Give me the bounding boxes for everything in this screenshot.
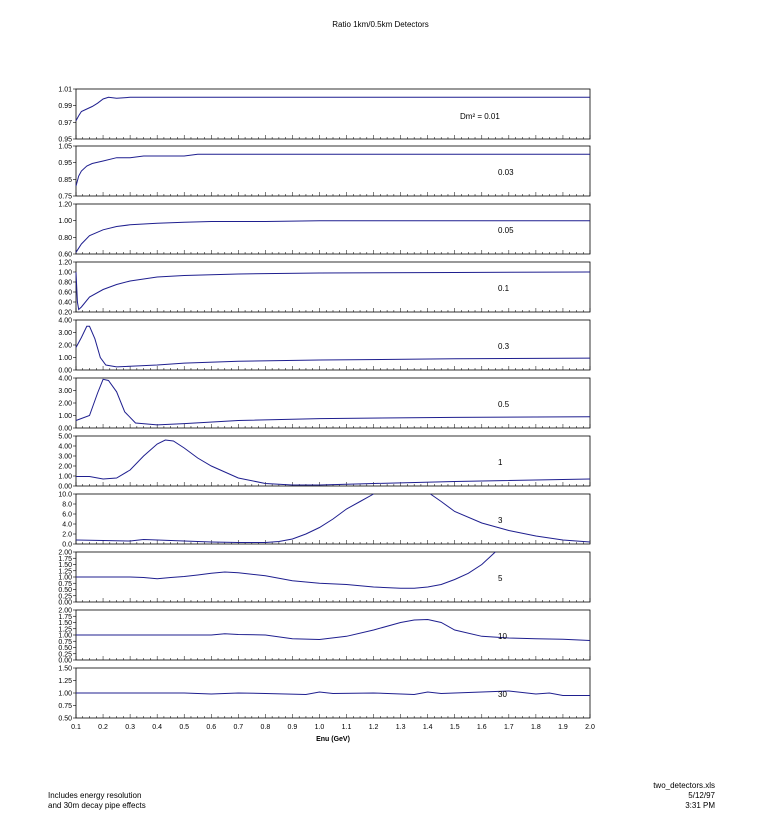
- y-tick-label: 1.25: [58, 678, 72, 685]
- x-tick-label: 1.3: [395, 724, 406, 731]
- series-line: [76, 326, 590, 367]
- y-tick-label: 0.50: [58, 587, 72, 594]
- y-tick-label: 4.00: [58, 443, 72, 451]
- y-tick-label: 0.60: [58, 251, 72, 259]
- y-tick-label: 0.00: [58, 367, 72, 375]
- y-tick-label: 0.20: [58, 309, 72, 317]
- panel-label: 0.5: [498, 400, 510, 409]
- y-tick-label: 2.00: [58, 463, 72, 471]
- y-tick-label: 0.00: [58, 599, 72, 607]
- series-line: [76, 691, 590, 696]
- footer-filename: two_detectors.xls: [653, 781, 715, 790]
- y-tick-label: 3.00: [58, 330, 72, 337]
- x-axis-label: Enu (GeV): [316, 736, 350, 743]
- series-line: [76, 620, 590, 641]
- y-tick-label: 1.20: [58, 201, 72, 209]
- y-tick-label: 1.05: [58, 143, 72, 151]
- y-tick-label: 0.95: [58, 160, 72, 168]
- y-tick-label: 1.00: [58, 632, 72, 640]
- y-tick-label: 2.00: [58, 400, 72, 408]
- y-tick-label: 3.00: [58, 388, 72, 395]
- x-tick-label: 0.4: [152, 724, 163, 731]
- footer-date: 5/12/97: [688, 791, 715, 800]
- panel-frame: [76, 436, 590, 486]
- y-tick-label: 0.75: [58, 580, 72, 588]
- y-tick-label: 0.0: [62, 541, 72, 549]
- panel-label: 0.03: [498, 168, 514, 177]
- y-tick-label: 2.00: [58, 549, 72, 557]
- panel-frame: [76, 378, 590, 428]
- y-tick-label: 1.25: [58, 568, 72, 576]
- panel-label: 0.05: [498, 226, 514, 235]
- x-tick-label: 0.8: [260, 724, 271, 731]
- x-tick-label: 0.5: [179, 724, 190, 731]
- y-tick-label: 0.95: [58, 136, 72, 144]
- y-tick-label: 2.0: [62, 531, 72, 539]
- y-tick-label: 0.99: [58, 103, 72, 111]
- y-tick-label: 4.00: [58, 375, 72, 383]
- panel-label: 30: [498, 690, 507, 699]
- footer-note-line1: Includes energy resolution: [48, 791, 142, 800]
- y-tick-label: 1.00: [58, 473, 72, 481]
- panel-label: 0.3: [498, 342, 510, 351]
- y-tick-label: 0.00: [58, 483, 72, 491]
- y-tick-label: 0.00: [58, 657, 72, 665]
- x-tick-label: 0.3: [125, 724, 135, 731]
- x-tick-label: 1.2: [368, 724, 379, 731]
- x-tick-label: 1.1: [341, 724, 352, 731]
- y-tick-label: 0.25: [58, 593, 72, 601]
- y-tick-label: 1.25: [58, 626, 72, 634]
- panel-frame: [76, 320, 590, 370]
- y-tick-label: 4.00: [58, 317, 72, 325]
- footer-note-line2: and 30m decay pipe effects: [48, 801, 146, 810]
- y-tick-label: 6.0: [62, 511, 72, 519]
- x-tick-label: 1.9: [558, 724, 568, 731]
- y-tick-label: 0.97: [58, 119, 72, 127]
- y-tick-label: 0.75: [58, 638, 72, 646]
- panel-frame: [76, 262, 590, 312]
- y-tick-label: 1.00: [58, 218, 72, 226]
- x-tick-label: 0.9: [287, 724, 298, 731]
- x-tick-label: 1.6: [476, 724, 487, 731]
- series-line: [76, 379, 590, 425]
- y-tick-label: 1.00: [58, 269, 72, 277]
- series-line: [76, 440, 590, 485]
- panel-frame: [76, 552, 590, 602]
- y-tick-label: 0.50: [58, 715, 72, 723]
- series-line: [76, 552, 495, 588]
- x-tick-label: 0.7: [233, 724, 244, 731]
- panel-label: 0.1: [498, 284, 510, 293]
- y-tick-label: 0.85: [58, 176, 72, 184]
- y-tick-label: 1.00: [58, 690, 72, 698]
- series-line: [76, 97, 590, 120]
- x-tick-label: 0.6: [206, 724, 217, 731]
- y-tick-label: 1.00: [58, 355, 72, 362]
- y-tick-label: 1.20: [58, 259, 72, 267]
- y-tick-label: 0.25: [58, 651, 72, 659]
- y-tick-label: 1.50: [58, 665, 72, 673]
- footer-file-info: [653, 781, 715, 811]
- x-tick-label: 1.4: [422, 724, 433, 731]
- y-tick-label: 1.00: [58, 413, 72, 420]
- series-line: [76, 272, 590, 310]
- y-tick-label: 0.80: [58, 279, 72, 287]
- y-tick-label: 0.50: [58, 645, 72, 652]
- chart-title: Ratio 1km/0.5km Detectors: [332, 20, 429, 29]
- panel-label: 10: [498, 632, 507, 641]
- panel-label: Dm² = 0.01: [460, 112, 500, 121]
- y-tick-label: 8.0: [62, 501, 72, 509]
- y-tick-label: 0.40: [58, 299, 72, 307]
- y-tick-label: 2.00: [58, 342, 72, 350]
- y-tick-label: 10.0: [58, 491, 72, 499]
- y-tick-label: 1.50: [58, 562, 72, 569]
- series-line: [76, 494, 590, 543]
- panel-label: 1: [498, 458, 503, 467]
- x-tick-label: 1.5: [449, 724, 460, 731]
- y-tick-label: 1.00: [58, 574, 72, 582]
- y-tick-label: 5.00: [58, 433, 72, 441]
- y-tick-label: 0.75: [58, 193, 72, 201]
- y-tick-label: 0.80: [58, 234, 72, 242]
- footer-note: [48, 791, 146, 811]
- y-tick-label: 4.0: [62, 521, 72, 529]
- x-tick-label: 0.1: [71, 724, 81, 731]
- y-tick-label: 3.00: [58, 453, 72, 461]
- y-tick-label: 1.75: [58, 613, 72, 621]
- panel-label: 5: [498, 574, 503, 583]
- footer-time: 3:31 PM: [685, 801, 715, 810]
- y-tick-label: 1.01: [58, 86, 72, 94]
- panel-frame: [76, 89, 590, 139]
- y-tick-label: 1.75: [58, 555, 72, 563]
- y-tick-label: 1.50: [58, 620, 72, 627]
- panel-label: 3: [498, 516, 503, 525]
- y-tick-label: 0.60: [58, 289, 72, 297]
- x-tick-label: 0.2: [98, 724, 108, 731]
- y-tick-label: 0.75: [58, 703, 72, 710]
- x-tick-label: 1.8: [531, 724, 541, 731]
- x-tick-label: 1.0: [314, 724, 325, 731]
- y-tick-label: 2.00: [58, 607, 72, 615]
- y-tick-label: 0.00: [58, 425, 72, 433]
- x-tick-label: 2.0: [585, 724, 595, 731]
- x-tick-label: 1.7: [503, 724, 514, 731]
